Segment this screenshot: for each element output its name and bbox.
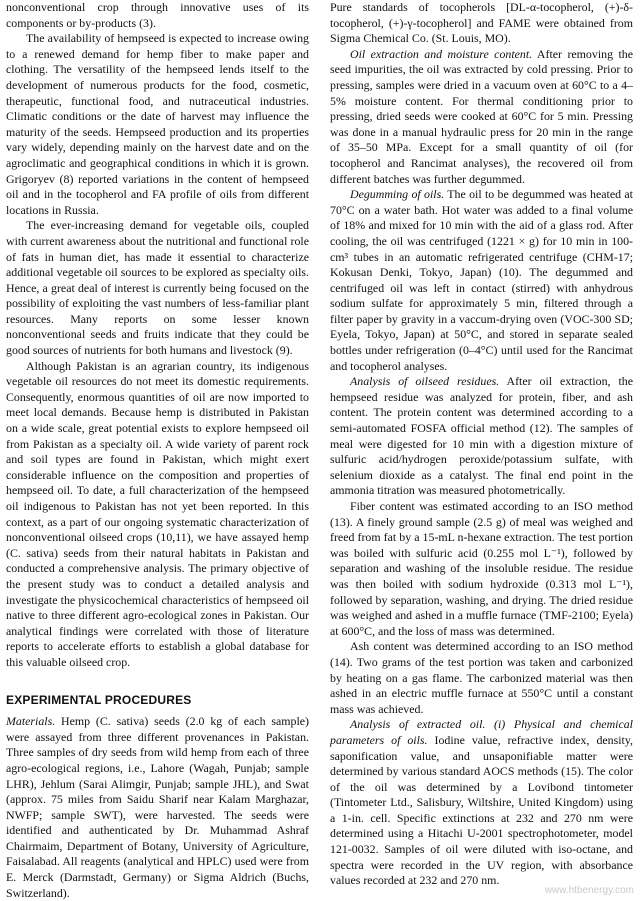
paragraph-intro-end: nonconventional crop through innovative uses of its components or by-products (3). (6, 0, 309, 30)
materials-text: Hemp (C. sativa) seeds (2.0 kg of each sample) were assayed from three different provenances in Pakistan. Three samples of dry seeds from wild hemp from each of three agro-ecological regions, i.e., Lahore (Wagah, Punjab; sample LHR), Jehlum (Sarai Alimgir, Punjab; sample JHL), and Swat (approx. 75 miles from Saidu Sharif near Kalam Marghazar, NWFP; sample SWT), were harvested. The seeds were identified and authenticated by Dr. Muhammad Ashraf Chairmaim, Department of Botany, University of Agriculture, Faisalabad. All reagents (analytical and HPLC) used were from E. Merck (Darmstadt, Germany) or Sigma Aldrich (Buchs, Switzerland). (6, 714, 309, 900)
paragraph-standards: Pure standards of tocopherols [DL-α-tocopherol, (+)-δ-tocopherol, (+)-γ-tocopherol] and FAME were obtained from Sigma Chemical Co. (St. Louis, MO). (330, 0, 633, 46)
extracted-oil-text: Iodine value, refractive index, density, saponification value, and unsaponifiable matter were determined by various standard AOCS methods (15). The color of the oil was determined by a Lovibond tintometer (Tintometer Ltd., Salisbury, Wiltshire, United Kingdom) using a 1-in. cell. Specific extinctions at 232 and 270 nm were determined using a Hitachi U-2001 spectrophotometer, model 121-0032. Samples of oil were diluted with iso-octane, and spectra were recorded in the UV region, with absorbance values recorded at 232 and 270 nm. (330, 732, 633, 888)
materials-run-in-heading: Materials. (6, 714, 56, 729)
left-column (6, 0, 309, 901)
paragraph-ash-content: Ash content was determined according to an ISO method (14). Two grams of the test portion was taken and carbonized by heating on a gas flame. The carbonized material was then ashed in an electric muffle furnace at 550°C until a constant mass was achieved. (330, 639, 633, 716)
paragraph-vegetable-oil-demand: The ever-increasing demand for vegetable oils, coupled with current awareness about the nutritional and functional role of fats in human diet, has made it essential to characterize additional vegetable oil sources to be explored as specialty oils. Hence, a great deal of interest is currently being focused on the possibility of exploiting the vast numbers of less-familiar plant resources. Many reports on some lesser known nonconventional seeds and fruits indicate that they could be good sources of nutrients for both humans and livestock (9). (6, 218, 309, 358)
degumming-run-in-heading: Degumming of oils. (350, 187, 445, 202)
paragraph-pakistan-context: Although Pakistan is an agrarian country, its indigenous vegetable oil resources do not meet its domestic requirements. Consequently, enormous quantities of oil are now imported to meet local demands. Because hemp is distributed in Pakistan on a wide scale, great potential exists to explore hempseed oil from Pakistan as a specialty oil. A wide variety of parent rock and soil types are found in Pakistan, which might exert considerable influence on the composition and properties of hempseed oil. To date, a full characterization of the hempseed oil indigenous to Pakistan has not yet been reported. In this context, as a part of our ongoing systematic characterization of nonconventional oilseed crops (10,11), we have assayed hemp (C. sativa) seeds from their natural habitats in Pakistan and conducted a comprehensive analysis. The primary objective of the present study was to conduct a detailed analysis and investigate the physicochemical characteristics of hempseed oil native to three different agro-ecological zones in Pakistan. Our analytical findings were correlated with those of literature reports to accelerate efforts to establish a global database for this valuable oilseed crop. (6, 358, 309, 669)
paragraph-oil-extraction (330, 47, 633, 187)
extraction-text: After removing the seed impurities, the oil was extracted by cold pressing. Prior to pressing, samples were dried in a vacuum oven at 60°C to a 4–5% moisture content. For thermal conditioning prior to pressing, dried seeds were cooked at 60°C for 5 min. Pressing was done in a manual hydraulic press for 20 min in the range of 35–50 MPa. Except for a small quantity of oil (for tocopherol and Rancimat analyses), the recovered oil from different batches was further degummed. (330, 46, 633, 186)
extracted-oil-run-in-heading: Analysis of extracted oil. (i) Physical and chemical parameters of oils. (330, 717, 633, 747)
paragraph-hempseed-availability: The availability of hempseed is expected to increase owing to a renewed demand for hemp fiber to make paper and clothing. The versatility of the hempseed lends itself to the development of numerous products for the food, cosmetic, therapeutic, functional food, and nutraceutical industries. Climatic conditions or the date of harvest may influence the maturity of the seeds. Hempseed production and its properties vary widely, depending mainly on the harvest date and on the agroclimatic and geographical conditions in which it is grown. Grigoryev (8) reported variations in the content of hempseed oil and in the tocopherol and FA profile of oils from different locations in Russia. (6, 31, 309, 217)
residues-run-in-heading: Analysis of oilseed residues. (350, 374, 500, 389)
extraction-run-in-heading: Oil extraction and moisture content. (350, 46, 533, 61)
paragraph-materials (6, 714, 309, 901)
paragraph-oilseed-residues (330, 374, 633, 499)
residues-text: After oil extraction, the hempseed residue was analyzed for protein, fiber, and ash content. The protein content was determined according to a semi-automated FOSFA official method (12). The samples of meal were digested for 10 min with a digestion mixture of sulfuric acid/hydrogen peroxide/potassium sulfate, with selenium dioxide as a catalyst. The final end point in the ammonia titration was measured photometrically. (330, 374, 633, 498)
right-column (330, 0, 633, 889)
paragraph-degumming (330, 187, 633, 374)
paragraph-extracted-oil (330, 717, 633, 889)
watermark: www.htbenergy.com (544, 885, 634, 896)
section-heading-experimental: EXPERIMENTAL PROCEDURES (6, 692, 192, 707)
paragraph-fiber-content: Fiber content was estimated according to an ISO method (13). A finely ground sample (2.5 g) of meal was weighed and freed from fat by a 15-mL n-hexane extraction. The test portion was boiled with sulfuric acid (0.255 mol L⁻¹), followed by separation and washing of the insoluble residue. The residue was then boiled with sodium hydroxide (0.313 mol L⁻¹), followed by separation, washing, and drying. The dried residue was weighed and ashed in a muffle furnace (TMF-2100; Eyela) at 600°C, and the loss of mass was determined. (330, 499, 633, 638)
degumming-text: The oil to be degummed was heated at 70°C on a water bath. Hot water was added to a final volume of 18% and mixed for 10 min with the aid of a glass rod. After cooling, the oil was centrifuged (1221 × g) for 10 min in 100-cm³ tubes in an automatic refrigerated centrifuge (CHM-17; Kokusan Denki, Tokyo, Japan) (10). The degummed and centrifuged oil was left in contact (stirred) with anhydrous sodium sulfate for approximately 5 min, filtered through a filter paper by gravity in a vaccum-drying oven (VOC-300 SD; Eyela, Tokyo, Japan) at 50°C, and stored in separate sealed bottles under refrigeration (0–4°C) until used for the Rancimat and tocopherol analyses. (330, 187, 633, 373)
